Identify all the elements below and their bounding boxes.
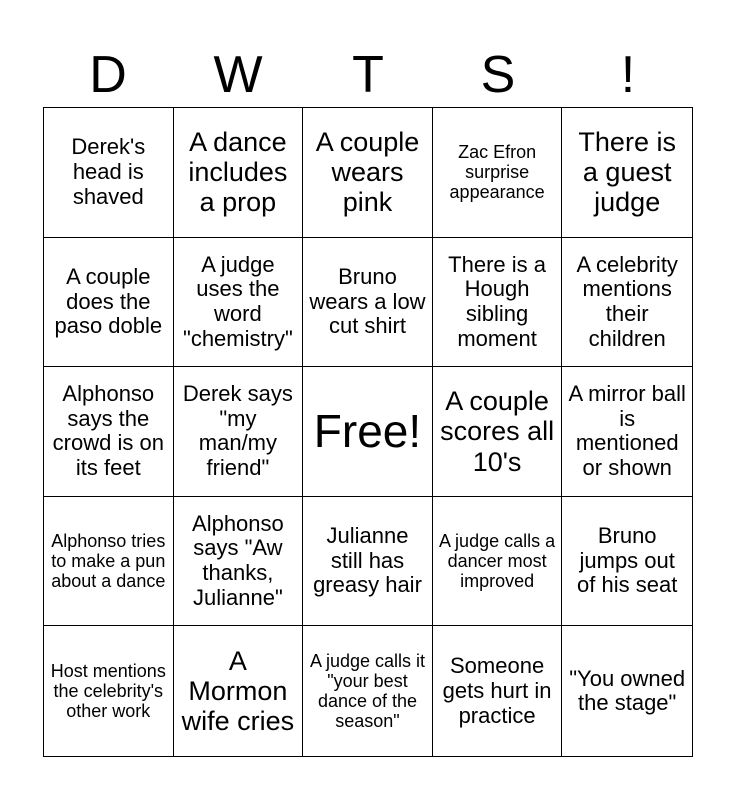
bingo-cell-text: A couple scores all 10's <box>440 386 555 477</box>
bingo-cell-text: There is a Hough sibling moment <box>448 251 546 351</box>
bingo-cell-text: Bruno wears a low cut shirt <box>309 263 426 339</box>
bingo-cell[interactable] <box>433 238 563 368</box>
bingo-cell-text: Julianne still has greasy hair <box>313 523 422 598</box>
bingo-cell-text: Alphonso says "Aw thanks, Julianne" <box>192 510 284 610</box>
bingo-cell-text: A celebrity mentions their children <box>576 251 678 351</box>
bingo-cell[interactable] <box>174 497 304 627</box>
bingo-cell[interactable] <box>44 497 174 627</box>
bingo-cell[interactable] <box>433 497 563 627</box>
bingo-cell-text: A judge uses the word "chemistry" <box>183 251 293 351</box>
bingo-cell-text: A couple does the paso doble <box>54 263 163 339</box>
bingo-cell[interactable] <box>303 108 433 238</box>
bingo-cell[interactable] <box>44 108 174 238</box>
bingo-cell[interactable] <box>433 367 563 497</box>
bingo-cell[interactable] <box>562 108 692 238</box>
header-letter-d: D <box>89 46 127 104</box>
bingo-cell[interactable] <box>174 626 304 756</box>
bingo-cell-text: Someone gets hurt in practice <box>442 653 552 728</box>
bingo-cell-text: A dance includes a prop <box>188 126 288 218</box>
bingo-cell[interactable] <box>44 626 174 756</box>
bingo-cell[interactable] <box>303 626 433 756</box>
bingo-cell-text: A Mormon wife cries <box>181 645 295 737</box>
bingo-cell-text: Bruno jumps out of his seat <box>577 523 678 598</box>
bingo-cell-text: Alphonso tries to make a pun about a dance <box>51 530 166 592</box>
bingo-cell-text: A judge calls a dancer most improved <box>439 530 556 592</box>
bingo-cell[interactable] <box>174 367 304 497</box>
bingo-header <box>43 44 693 106</box>
bingo-cell-text: Derek says "my man/my friend" <box>182 381 293 481</box>
header-letter-w: W <box>213 46 263 104</box>
bingo-cell[interactable] <box>303 238 433 368</box>
bingo-cell-text: A judge calls it "your best dance of the season" <box>309 650 426 732</box>
header-letter-exclamation: ! <box>620 46 636 104</box>
bingo-cell[interactable] <box>433 108 563 238</box>
bingo-cell-text: There is a guest judge <box>578 126 676 218</box>
bingo-cell-text: Derek's head is shaved <box>71 134 146 209</box>
bingo-card-grid <box>43 107 693 757</box>
bingo-cell-text: Free! <box>313 404 422 457</box>
bingo-cell[interactable] <box>44 367 174 497</box>
bingo-cell[interactable] <box>562 367 692 497</box>
header-letter-s: S <box>480 46 516 104</box>
bingo-cell[interactable] <box>174 108 304 238</box>
bingo-cell-text: A couple wears pink <box>315 126 420 218</box>
bingo-cell-text: Zac Efron surprise appearance <box>449 142 545 203</box>
header-letter-t: T <box>352 46 384 104</box>
bingo-cell[interactable] <box>433 626 563 756</box>
bingo-cell-text: Alphonso says the crowd is on its feet <box>52 381 164 481</box>
bingo-cell-text: "You owned the stage" <box>569 665 686 716</box>
bingo-cell[interactable] <box>562 497 692 627</box>
bingo-cell-text: A mirror ball is mentioned or shown <box>568 381 686 481</box>
free-space-cell[interactable] <box>303 367 433 497</box>
bingo-cell[interactable] <box>44 238 174 368</box>
bingo-cell-text: Host mentions the celebrity's other work <box>50 660 166 722</box>
bingo-cell[interactable] <box>562 238 692 368</box>
bingo-cell[interactable] <box>562 626 692 756</box>
bingo-cell[interactable] <box>303 497 433 627</box>
bingo-cell[interactable] <box>174 238 304 368</box>
